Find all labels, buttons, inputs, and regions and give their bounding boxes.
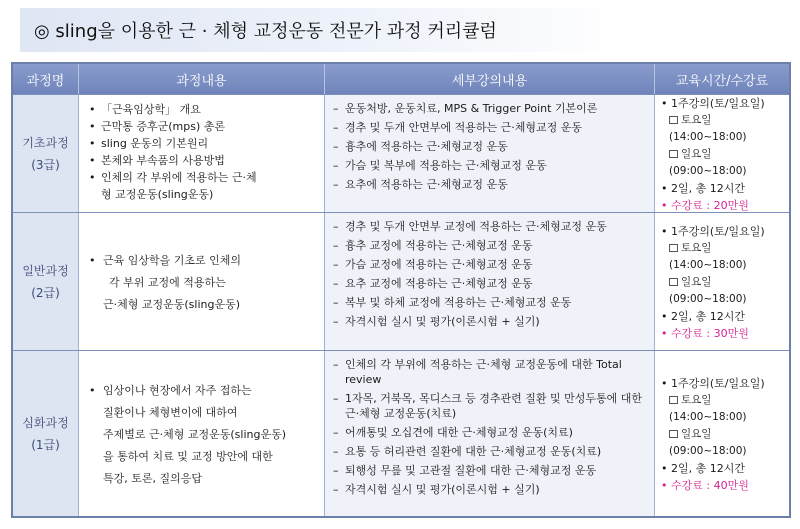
content-item: • 근막통 증후군(mps) 총론 [89, 118, 320, 135]
content-item: • 인체의 각 부위에 적용하는 근·체형 교정운동(sling운동) [89, 169, 259, 203]
schedule-weeks: • 1주강의(토/일요일) [661, 223, 785, 240]
schedule-saturday: 토요일(14:00~18:00) [669, 242, 747, 271]
detail-item: – 복부 및 하체 교정에 적용하는 근·체형교정 운동 [333, 295, 648, 310]
detail-item: – 자격시험 실시 및 평가(이론시험 + 실기) [333, 314, 648, 329]
table-row-advanced [13, 350, 789, 516]
detail-item: – 자격시험 실시 및 평가(이론시험 + 실기) [333, 482, 648, 497]
level-cell [13, 351, 79, 516]
time-fee-cell [655, 213, 789, 350]
detail-item: – 퇴행성 무릎 및 고관절 질환에 대한 근·체형교정 운동 [333, 463, 648, 478]
course-fee: • 수강료 : 20만원 [661, 197, 785, 214]
content-item: • 본체와 부속품의 사용방법 [89, 152, 320, 169]
header-course-content: 과정내용 [79, 64, 325, 94]
detail-item: – 경추 및 두개 안면부에 적용하는 근·체형교정 운동 [333, 120, 648, 135]
detail-item: – 흉추에 적용하는 근·체형교정 운동 [333, 139, 648, 154]
detail-cell [325, 351, 655, 516]
detail-item: – 요추에 적용하는 근·체형교정 운동 [333, 177, 648, 192]
detail-item: – 가슴 및 복부에 적용하는 근·체형교정 운동 [333, 158, 648, 173]
detail-item: – 경추 및 두개 안면부 교정에 적용하는 근·체형교정 운동 [333, 219, 648, 234]
content-cell [79, 95, 325, 212]
schedule-sunday: 일요일(09:00~18:00) [669, 276, 747, 305]
detail-item: – 인체의 각 부위에 적용하는 근·체형 교정운동에 대한 Total review [333, 357, 623, 387]
detail-item: – 가슴 교정에 적용하는 근·체형교정 운동 [333, 257, 648, 272]
level-name: 기초과정 [22, 135, 69, 150]
detail-item: – 요통 등 허리관련 질환에 대한 근·체형교정 운동(치료) [333, 444, 648, 459]
table-header [13, 64, 789, 94]
content-paragraph: • 근육 임상학을 기초로 인체의 각 부위 교정에 적용하는 근·체형 교정운동(sling운동) [89, 250, 241, 316]
schedule-total: • 2일, 총 12시간 [661, 460, 785, 477]
calendar-icon [669, 278, 678, 286]
detail-item: – 요추 교정에 적용하는 근·체형교정 운동 [333, 276, 648, 291]
course-fee: • 수강료 : 40만원 [661, 477, 785, 494]
level-name: 일반과정 [22, 263, 69, 278]
schedule-weeks: • 1주강의(토/일요일) [661, 375, 785, 392]
schedule-saturday: 토요일(14:00~18:00) [669, 394, 747, 423]
calendar-icon [669, 150, 678, 158]
table-row-general [13, 212, 789, 350]
page-title: ◎ sling을 이용한 근 · 체형 교정운동 전문가 과정 커리큘럼 [20, 8, 632, 52]
schedule-total: • 2일, 총 12시간 [661, 180, 785, 197]
content-item: • sling 운동의 기본원리 [89, 135, 320, 152]
calendar-icon [669, 396, 678, 404]
header-lecture-details: 세부강의내용 [325, 64, 655, 94]
calendar-icon [669, 116, 678, 124]
detail-item: – 운동처방, 운동치료, MPS & Trigger Point 기본이론 [333, 101, 648, 116]
schedule-sunday: 일요일(09:00~18:00) [669, 428, 747, 457]
level-grade: (2급) [31, 285, 60, 300]
calendar-icon [669, 430, 678, 438]
time-fee-cell [655, 95, 789, 212]
header-time-fee: 교육시간/수강료 [675, 73, 769, 89]
header-course-name: 과정명 [13, 64, 79, 94]
level-cell [13, 213, 79, 350]
detail-item: – 흉추 교정에 적용하는 근·체형교정 운동 [333, 238, 648, 253]
course-fee: • 수강료 : 30만원 [661, 325, 785, 342]
schedule-sunday: 일요일(09:00~18:00) [669, 148, 747, 177]
level-grade: (3급) [31, 157, 60, 172]
schedule-total: • 2일, 총 12시간 [661, 308, 785, 325]
detail-item: – 1자목, 거북목, 목디스크 등 경추관련 질환 및 만성두통에 대한 근·체형 교정운동(치료) [333, 391, 643, 421]
schedule-saturday: 토요일(14:00~18:00) [669, 114, 747, 143]
detail-cell [325, 213, 655, 350]
calendar-icon [669, 244, 678, 252]
schedule-weeks: • 1주강의(토/일요일) [661, 95, 785, 112]
level-grade: (1급) [31, 437, 60, 452]
detail-item: – 어깨통및 오십견에 대한 근·체형교정 운동(치료) [333, 425, 648, 440]
level-cell [13, 95, 79, 212]
content-cell [79, 213, 325, 350]
time-fee-cell [655, 351, 789, 516]
curriculum-table [11, 62, 791, 518]
content-item: • 「근육임상학」 개요 [89, 101, 320, 118]
table-row-basic [13, 94, 789, 212]
level-name: 심화과정 [22, 415, 69, 430]
content-cell [79, 351, 325, 516]
content-paragraph: • 임상이나 현장에서 자주 접하는 질환이나 체형변이에 대하여 주제별로 근·체형 교정운동(sling운동) 을 통하여 치료 및 교정 방안에 대한 특강, 토론, 질의응답 [89, 380, 286, 490]
detail-cell [325, 95, 655, 212]
